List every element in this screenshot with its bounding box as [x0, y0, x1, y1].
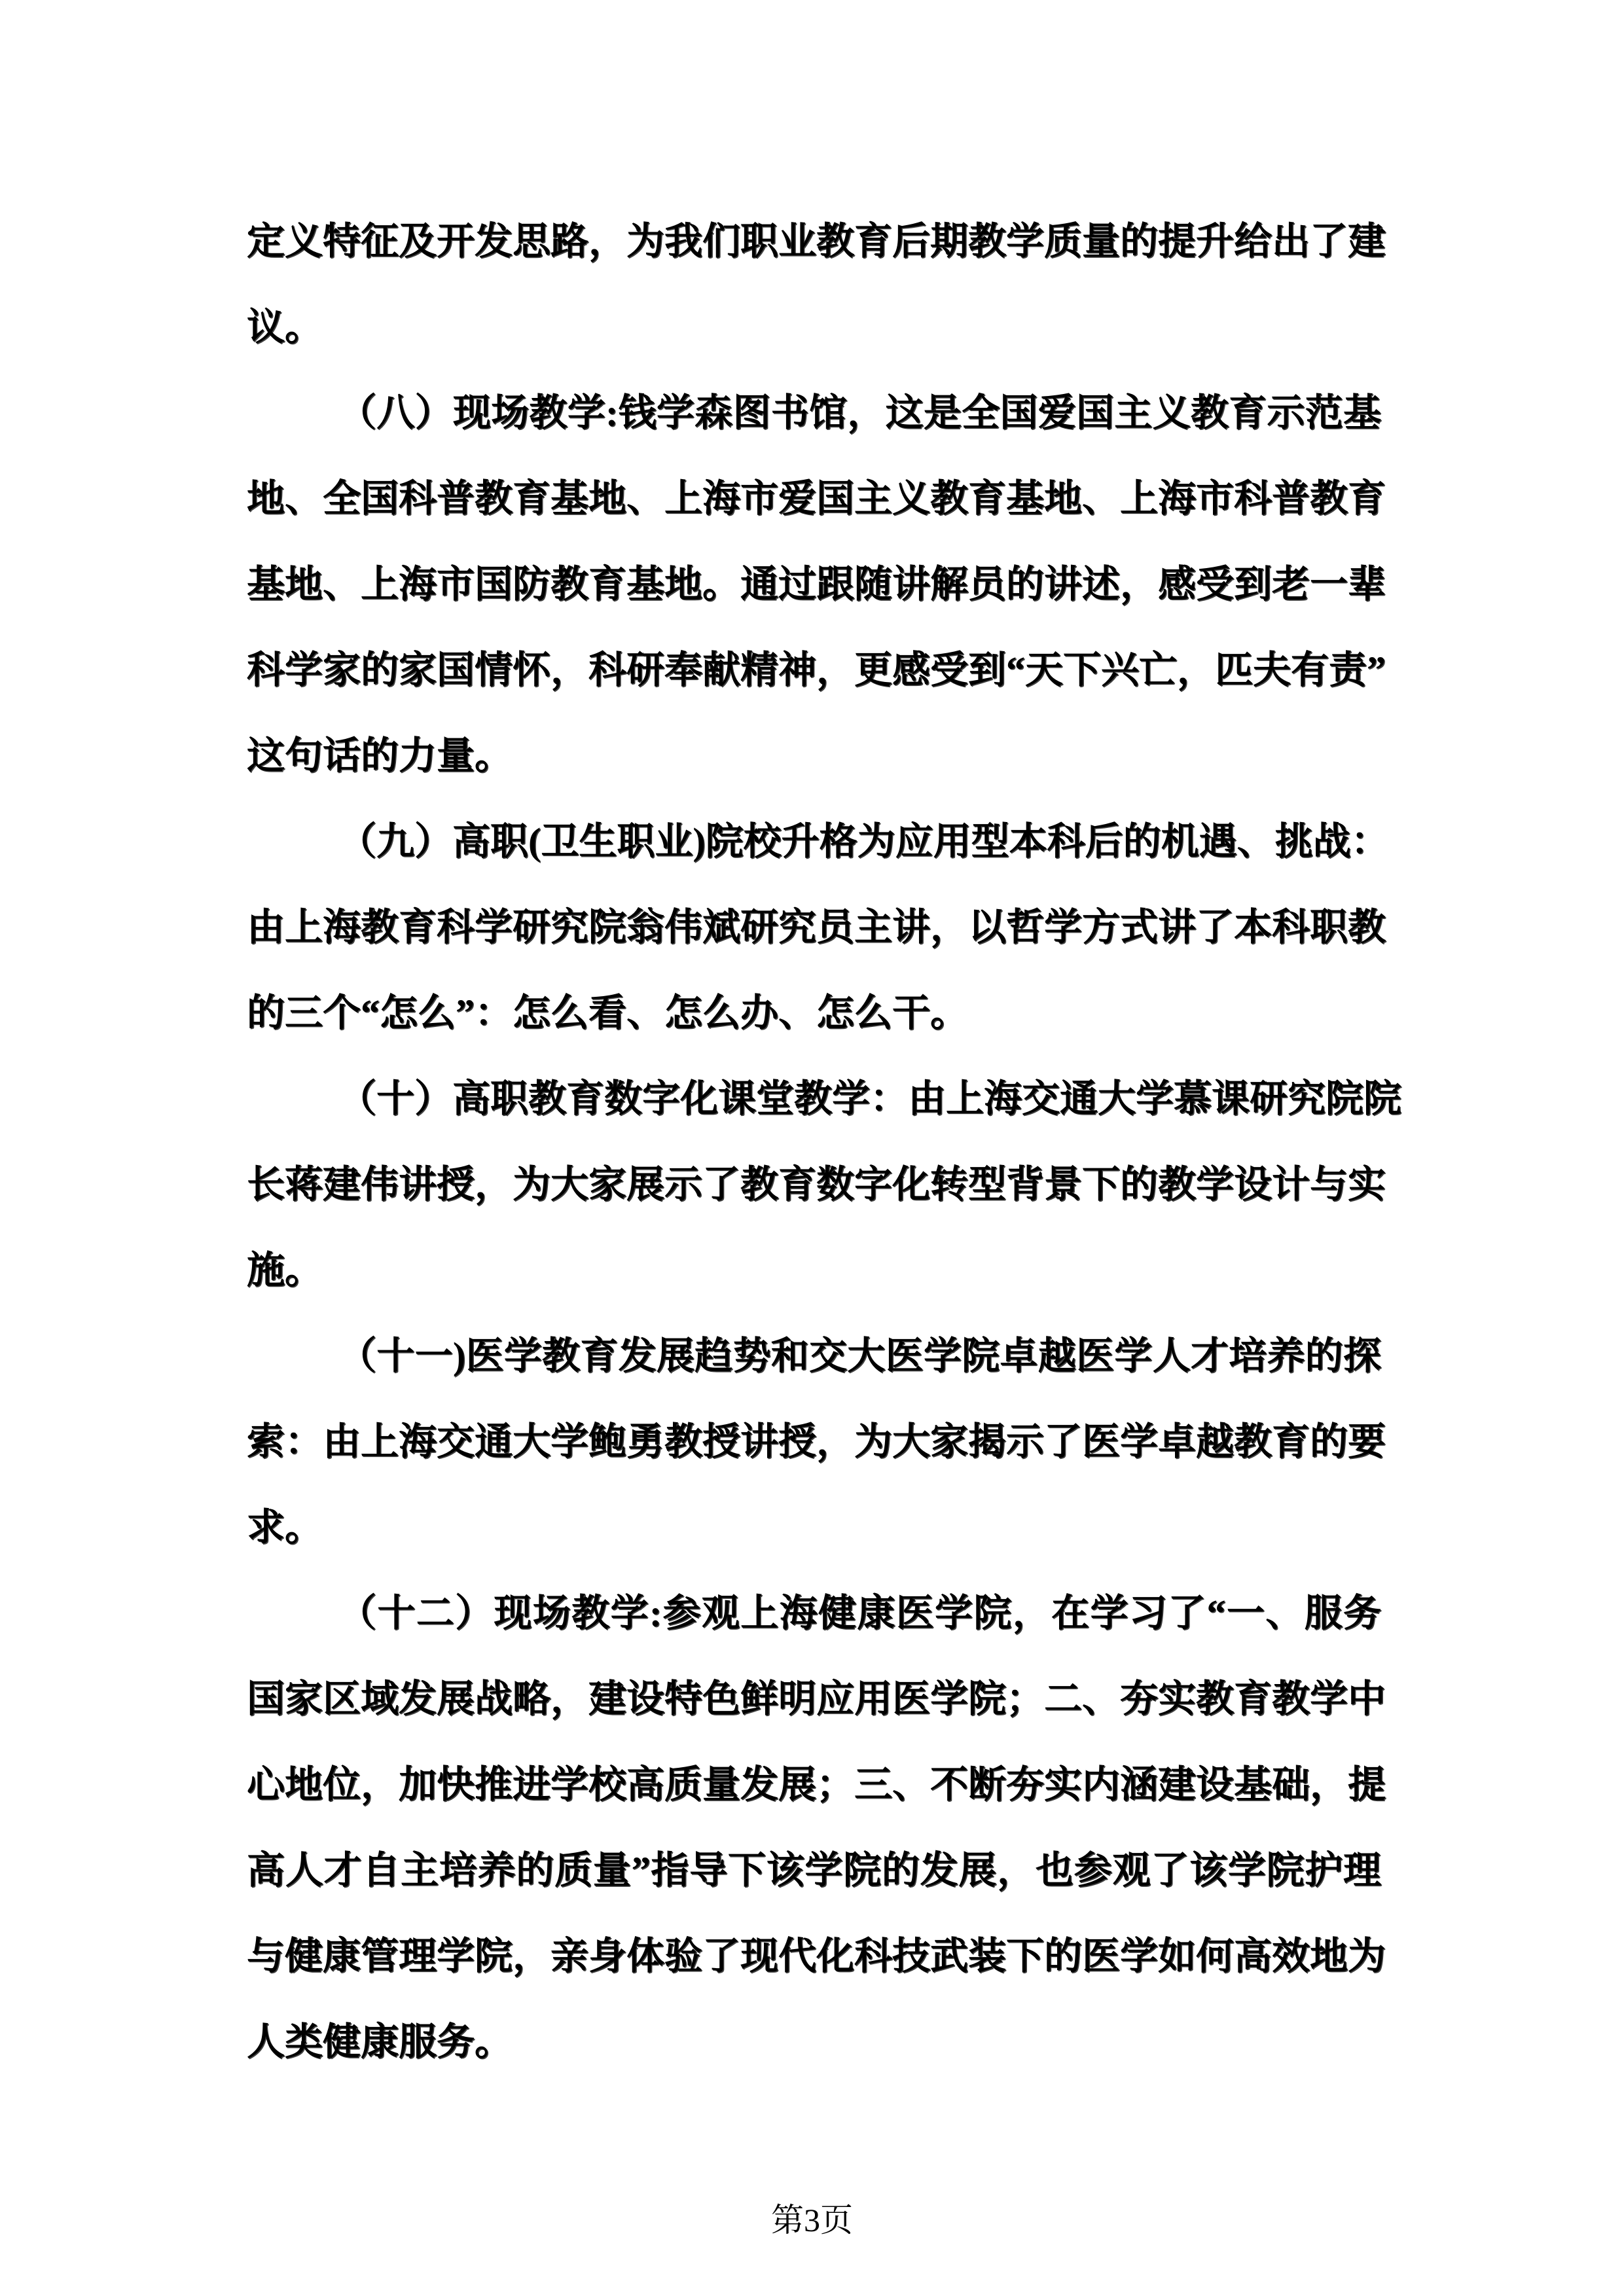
text-line: （十）高职教育数字化课堂教学：由上海交通大学慕课研究院院 [338, 1077, 1402, 1120]
text-line: 长蒋建伟讲授，为大家展示了教育数字化转型背景下的教学设计与实 [247, 1163, 1386, 1206]
paragraph [247, 1570, 1386, 2085]
text-line: 由上海教育科学研究院翁伟斌研究员主讲，以哲学方式讲了本科职教 [247, 906, 1386, 948]
text-line: （十二）现场教学:参观上海健康医学院，在学习了“一、服务 [338, 1592, 1381, 1634]
text-line: 科学家的家国情怀，科研奉献精神，更感受到“天下兴亡，匹夫有责” [247, 649, 1386, 691]
paragraph [247, 370, 1386, 798]
paragraph [247, 1313, 1386, 1570]
text-line: 高人才自主培养的质量”指导下该学院的发展，也参观了该学院护理 [247, 1849, 1381, 1892]
text-line: 心地位，加快推进学校高质量发展；三、不断夯实内涵建设基础，提 [247, 1763, 1386, 1806]
text-line: 议。 [247, 306, 323, 348]
paragraph [247, 198, 1386, 370]
text-line: 定义特征及开发思路，为我们职业教育后期教学质量的提升给出了建 [247, 220, 1386, 262]
document-body-text [247, 198, 1402, 2085]
paragraph [247, 798, 1389, 1056]
text-line: 索：由上海交通大学鲍勇教授讲授，为大家揭示了医学卓越教育的要 [247, 1420, 1386, 1463]
text-line: 国家区域发展战略，建设特色鲜明应用医学院；二、夯实教育教学中 [247, 1677, 1386, 1720]
text-line: （八）现场教学:钱学森图书馆，这是全国爱国主义教育示范基 [338, 391, 1381, 434]
page-number-footer: 第3页 [771, 2202, 853, 2238]
text-line: （十一)医学教育发展趋势和交大医学院卓越医学人才培养的探 [338, 1335, 1381, 1377]
text-line: 的三个“怎么”：怎么看、怎么办、怎么干。 [247, 992, 969, 1034]
text-line: 这句话的力量。 [247, 734, 513, 777]
text-line: 地、全国科普教育基地、上海市爱国主义教育基地、上海市科普教育 [247, 477, 1386, 520]
text-line: 施。 [247, 1249, 323, 1291]
text-line: 求。 [247, 1506, 323, 1549]
text-line: 与健康管理学院，亲身体验了现代化科技武装下的医学如何高效地为 [247, 1935, 1386, 1977]
text-line: 人类健康服务。 [247, 2020, 513, 2063]
text-line: 基地、上海市国防教育基地。通过跟随讲解员的讲述，感受到老一辈 [247, 563, 1386, 605]
paragraph [247, 1056, 1402, 1313]
text-line: （九）高职(卫生职业)院校升格为应用型本科后的机遇、挑战： [338, 820, 1389, 863]
